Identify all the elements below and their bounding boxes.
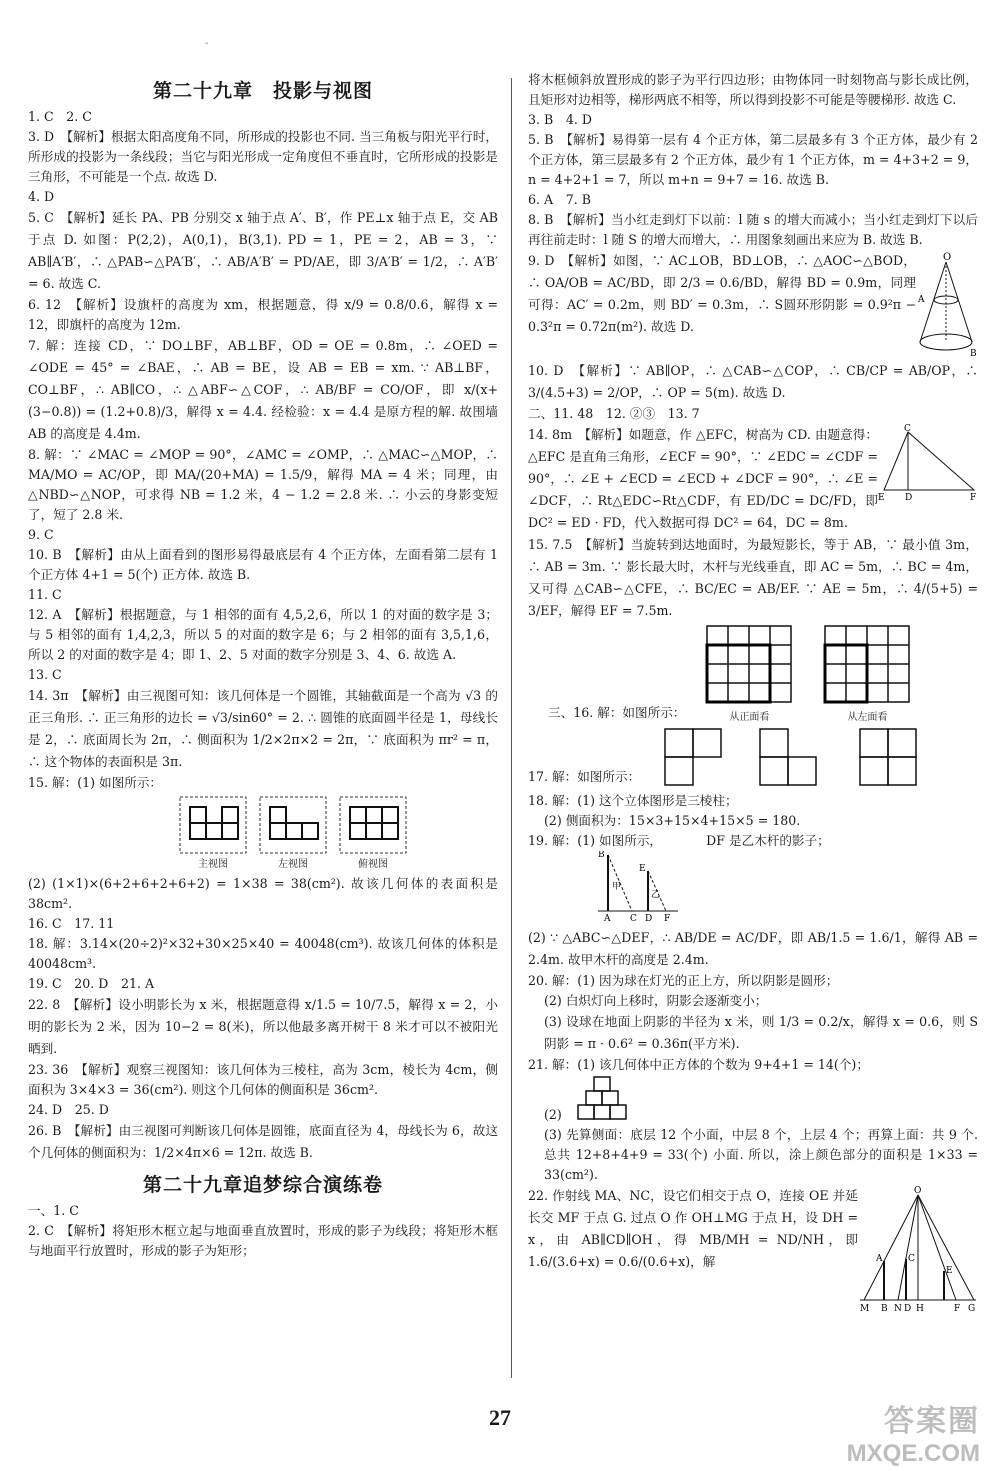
answer-item: 2. C 【解析】将矩形木框立起与地面垂直放置时，形成的影子为线段；将矩形木框与地面平行放置时，形成的影子为矩形；: [28, 1223, 498, 1258]
answer-item: 3. B 4. D: [528, 112, 592, 127]
answer-item: 5. B 【解析】易得第一层有 4 个正方体，第二层最多有 3 个正方体，最少有 2 个正方体，第三层最多有 2 个正方体，最少有 1 个正方体，m = 4+3+2 = 9，n = 4+2+1 = 7，所以 m+n = 9+7 = 16. 故选 B.: [528, 132, 978, 187]
answer-item: 18. 解：(1) 这个立体图形是三棱柱；: [528, 793, 738, 808]
answer-item: 13. C: [28, 667, 62, 682]
light-source-figure-icon: [858, 1185, 978, 1315]
answer-item: 4. D: [28, 189, 55, 204]
page-number: 27: [489, 1405, 511, 1430]
top-view-caption: 俯视图: [358, 859, 388, 870]
column-divider: [511, 78, 512, 1378]
answer-item: 14. 8m 【解析】如题意，作 △EFC，树高为 CD. 由题意得：△EFC 是直角三角形，∠ECF = 90°，∵ ∠EDC = ∠CDF = 90°，∴ ∠E + ∠ECD = ∠ECD + ∠DCF = 90°，∴ ∠E = ∠DCF，∴ Rt△EDC∽Rt△CDF，有 ED/DC = DC/FD，即 DC² = ED · FD，代入数据可得 DC² = 64，DC = 8m.: [528, 427, 878, 530]
fig22-label: D: [904, 1304, 912, 1314]
fig22-label: E: [946, 1266, 953, 1276]
front-view-caption: 主视图: [198, 859, 228, 870]
watermark: [770, 1396, 980, 1467]
answer-item: 22. 8 【解析】设小明影长为 x 米，根据题意得 x/1.5 = 10/7.5，解得 x = 2，小明的影长为 2 米，因为 10−2 = 8(米)，所以他最多离开树干 8 米才可以不被阳光晒到.: [28, 997, 498, 1056]
left-view-caption: 左视图: [278, 859, 308, 870]
answer-item: 6. 12 【解析】设旗杆的高度为 xm，根据题意，得 x/9 = 0.8/0.6，解得 x = 12，即旗杆的高度为 12m.: [28, 297, 498, 332]
triangle-label: F: [970, 493, 977, 503]
fig22-label: C: [908, 1254, 915, 1264]
answer-item: (2) ∵ △ABC∽△DEF，∴ AB/DE = AC/DF，即 AB/1.5 = 1.6/1，解得 AB = 2.4m. 故甲木杆的高度是 2.4m.: [528, 930, 978, 967]
pole-label: C: [630, 914, 637, 923]
answer-item: 11. C: [28, 587, 62, 602]
answer-item: 8. B 【解析】当小红走到灯下以前：l 随 s 的增大而减小；当小红走到灯下以后再往前走时：l 随 S 的增大而增大，∴ 用图象刻画出来应为 B. 故选 B.: [528, 212, 978, 247]
watermark-title: 答案圈: [884, 1405, 980, 1438]
q9-block: [528, 250, 978, 360]
answer-item: 20. 解：(1) 因为球在灯光的正上方，所以阴影是圆形；: [528, 973, 839, 988]
left-column: [28, 70, 498, 1381]
answer-item: 24. D 25. D: [28, 1102, 109, 1117]
answer-item: 7. 解：连接 CD，∵ DO⊥BF，AB⊥BF，OD = OE = 0.8m，∴ ∠OED = ∠ODE = 45° = ∠BAE，∴ AB = BE，设 AB = EB = xm. ∵ AB⊥BF，CO⊥BF，∴ AB∥CO，∴ △ABF∽△COF，∴ AB/BF = CO/OF，即 x/(x+(3−0.8)) = (1.2+0.8)/3，解得 x = 4.4. 经检验：x = 4.4 是原方程的解. 故围墙 AB 的高度是 4.4m.: [28, 338, 498, 441]
fig22-label: H: [916, 1304, 924, 1314]
q22-block: [528, 1185, 978, 1315]
q17-views-icon: [660, 727, 920, 787]
triangle-label: D: [905, 493, 913, 503]
fig22-label: N: [894, 1304, 902, 1314]
front-view: [178, 795, 248, 870]
answer-item: 8. 解：∵ ∠MAC = ∠MOP = 90°，∠AMC = ∠OMP，∴ △MAC∽△MOP，∴ MA/MO = AC/OP，即 MA/(20+MA) = 1.5/9，解得 MA = 4 米；同理，由 △NBD∽△NOP，可求得 NB = 1.2 米，4 − 1.2 = 2.8 米. ∴ 小云的身影变短了，短了 2.8 米.: [28, 447, 498, 522]
answer-item: (2): [544, 1107, 562, 1122]
three-view-figure: [178, 795, 498, 870]
answer-item: (2) 侧面积为：15×3+15×4+15×5 = 180.: [544, 813, 801, 828]
answer-item: 23. 36 【解析】观察三视图知：该几何体为三棱柱，高为 3cm，棱长为 4cm，侧面积为 3×4×3 = 36(cm²). 则这个几何体的侧面积是 36cm².: [28, 1062, 498, 1097]
fig22-label: M: [860, 1304, 870, 1314]
fig22-label: O: [914, 1186, 922, 1196]
pole-label: 甲: [612, 882, 622, 892]
answer-item: 1. C 2. C: [28, 109, 92, 124]
answer-item: 12. A 【解析】根据题意，与 1 相邻的面有 4,5,2,6，所以 1 的对面的数字是 3；与 5 相邻的面有 1,4,2,3，所以 5 的对面的数字是 6；与 2 相邻的面有 3,5,1,6，所以 2 的对面的数字是 4；即 1、2、5 对面的数字分别是 3、4、6. 故选 A.: [28, 607, 498, 662]
stack-icon: [572, 1075, 638, 1125]
front-grid-icon: [705, 624, 793, 704]
answer-item: 5. C 【解析】延长 PA、PB 分别交 x 轴于点 A′、B′，作 PE⊥x 轴于点 E，交 AB 于点 D. 如图：P(2,2)，A(0,1)，B(3,1). PD = 1，PE = 2，AB = 3，∵ AB∥A′B′，∴ △PAB∽△PA′B′，∴ AB/A′B′ = PD/AE，即 3/A′B′ = 1/2，∴ A′B′ = 6. 故选 C.: [28, 210, 498, 291]
cone-label: B: [970, 349, 977, 359]
answer-item: 9. C: [28, 527, 54, 542]
answer-item: 21. 解：(1) 该几何体中正方体的个数为 9+4+1 = 14(个)；: [528, 1057, 869, 1072]
front-caption: 从正面看: [729, 712, 770, 723]
answer-item: 9. D 【解析】如图，∵ AC⊥OB，BD⊥OB，∴ △AOC∽△BOD，∴ OA/OB = AC/BD，即 2/3 = 0.6/BD，解得 BD = 0.9m，同理可得：AC′ = 0.2m，则 BD′ = 0.3m，∴ S圆环形阴影 = 0.9²π − 0.3²π = 0.72π(m²). 故选 D.: [528, 253, 916, 334]
pole-label: A: [604, 914, 611, 923]
watermark-url: MXQE.COM: [846, 1440, 980, 1467]
left-view: [258, 795, 328, 870]
front-view-grid-icon: [178, 795, 248, 855]
left-grid-icon: [823, 624, 911, 704]
header-mark: -: [205, 38, 209, 49]
answer-item: 10. B 【解析】由从上面看到的图形易得最底层有 4 个正方体，左面看第二层有 1 个正方体 4+1 = 5(个) 正方体. 故选 B.: [28, 547, 498, 582]
answer-item: 14. 3π 【解析】由三视图可知：该几何体是一个圆锥，其轴截面是一个高为 √3 的正三角形. ∴ 正三角形的边长 = √3/sin60° = 2. ∴ 圆锥的底面圆半径是 1，母线长是 2，∴ 底面周长为 2π，∴ 侧面积为 1/2×2π×2 = 2π，∵ 底面积为 πr² = π，∴ 这个物体的表面积是 3π.: [28, 688, 498, 769]
pole-label: D: [645, 914, 653, 923]
answer-item: (3) 设球在地面上阴影的半径为 x 米，则 1/3 = 0.2/x，解得 x = 0.6，则 S阴影 = π · 0.6² = 0.36π(平方米).: [544, 1014, 978, 1051]
answer-item: 6. A 7. B: [528, 192, 591, 207]
answer-item: 15. 解：(1) 如图所示：: [28, 775, 163, 790]
front-view-16: [705, 624, 793, 723]
shadow-poles-icon: [588, 851, 698, 923]
triangle-label: E: [878, 493, 885, 503]
triangle-label: C: [904, 424, 911, 434]
pole-label: E: [639, 864, 646, 874]
top-view: [338, 795, 408, 870]
left-view-grid-icon: [258, 795, 328, 855]
q21-block: [528, 1075, 978, 1125]
section-title: 第二十九章追梦综合演练卷: [142, 1174, 383, 1196]
answer-item: 10. D 【解析】∵ AB∥OP，∴ △CAB∽△COP，∴ CB/CP = AB/OP，∴ 3/(4.5+3) = 2/OP，∴ OP = 5(m). 故选 D.: [528, 363, 978, 400]
answer-item: 19. C 20. D 21. A: [28, 976, 155, 991]
chapter-title: 第二十九章 投影与视图: [152, 80, 373, 102]
fig22-label: B: [881, 1304, 888, 1314]
q17-block: [528, 727, 978, 787]
answer-item: 15. 7.5 【解析】当旋转到达地面时，为最短影长，等于 AB，∵ 最小值 3m，∴ AB = 3m. ∵ 影长最大时，木杆与光线垂直，即 AC = 5m，∴ BC = 4m，又可得 △CAB∽△CFE，∴ BC/EC = AB/EF. ∵ AE = 5m，∴ 4/(5+5) = 3/EF，解得 EF = 7.5m.: [528, 537, 978, 618]
left-view-16: [823, 624, 911, 723]
answer-item: 22. 作射线 MA、NC，设它们相交于点 O，连接 OE 并延长交 MF 于点 G. 过点 O 作 OH⊥MG 于点 H，设 DH = x，由 AB∥CD∥OH，得 MB/MH = ND/NH，即 1.6/(3.6+x) = 0.6/(0.6+x)，解: [528, 1188, 858, 1269]
cone-label: O: [943, 252, 952, 263]
fig22-label: G: [968, 1304, 976, 1314]
pole-label: F: [664, 914, 671, 923]
answer-item: (2) (1×1)×(6+2+6+2+6+2) = 1×38 = 38(cm²). 故该几何体的表面积是 38cm².: [28, 876, 498, 911]
answer-item: 19. 解：(1) 如图所示， DF 是乙木杆的影子；: [528, 833, 830, 848]
q14-block: [528, 424, 978, 534]
answer-item: 三、16. 解：如图所示：: [548, 705, 686, 720]
answer-item: 将木框倾斜放置形成的影子为平行四边形；由物体同一时刻物高与影长成比例，且矩形对边相等，梯形两底不相等，所以得到投影不可能是等腰梯形. 故选 C.: [528, 72, 978, 107]
answer-item: 一、1. C: [28, 1203, 79, 1218]
fig22-label: F: [954, 1304, 961, 1314]
cone-figure-icon: [916, 250, 978, 360]
q16-block: [548, 624, 978, 723]
answer-item: 16. C 17. 11: [28, 916, 115, 931]
left-caption: 从左面看: [847, 712, 888, 723]
answer-item: 26. B 【解析】由三视图可判断该几何体是圆锥，底面直径为 4，母线长为 6，故这个几何体的侧面积为：1/2×4π×6 = 12π. 故选 B.: [28, 1123, 498, 1160]
answer-item: (3) 先算侧面：底层 12 个小面，中层 8 个，上层 4 个；再算上面：共 9 个. 总共 12+8+4+9 = 33(个) 小面. 所以，涂上颜色部分的面积是 1×33 = 33(cm²).: [544, 1127, 978, 1182]
right-column: [528, 70, 978, 1381]
triangle-figure-icon: [878, 424, 978, 504]
answer-item: 二、11. 48 12. ②③ 13. 7: [528, 406, 700, 421]
answer-item: 17. 解：如图所示：: [528, 769, 641, 784]
cone-label: A: [918, 295, 925, 305]
answer-item: 3. D 【解析】根据太阳高度角不同，所形成的投影也不同. 当三角板与阳光平行时，所形成的投影为一条线段；当它与阳光形成一定角度但不垂直时，它所形成的投影是三角形，不可能是一个点. 故选 D.: [28, 129, 498, 184]
answer-item: 18. 解：3.14×(20÷2)²×32+30×25×40 = 40048(cm³). 故该几何体的体积是 40048cm³.: [28, 936, 498, 971]
answer-item: (2) 白炽灯向上移时，阴影会逐渐变小；: [544, 993, 768, 1008]
pole-label: B: [598, 851, 605, 860]
top-view-grid-icon: [338, 795, 408, 855]
fig22-label: A: [876, 1254, 883, 1264]
pole-label: 乙: [651, 890, 661, 900]
